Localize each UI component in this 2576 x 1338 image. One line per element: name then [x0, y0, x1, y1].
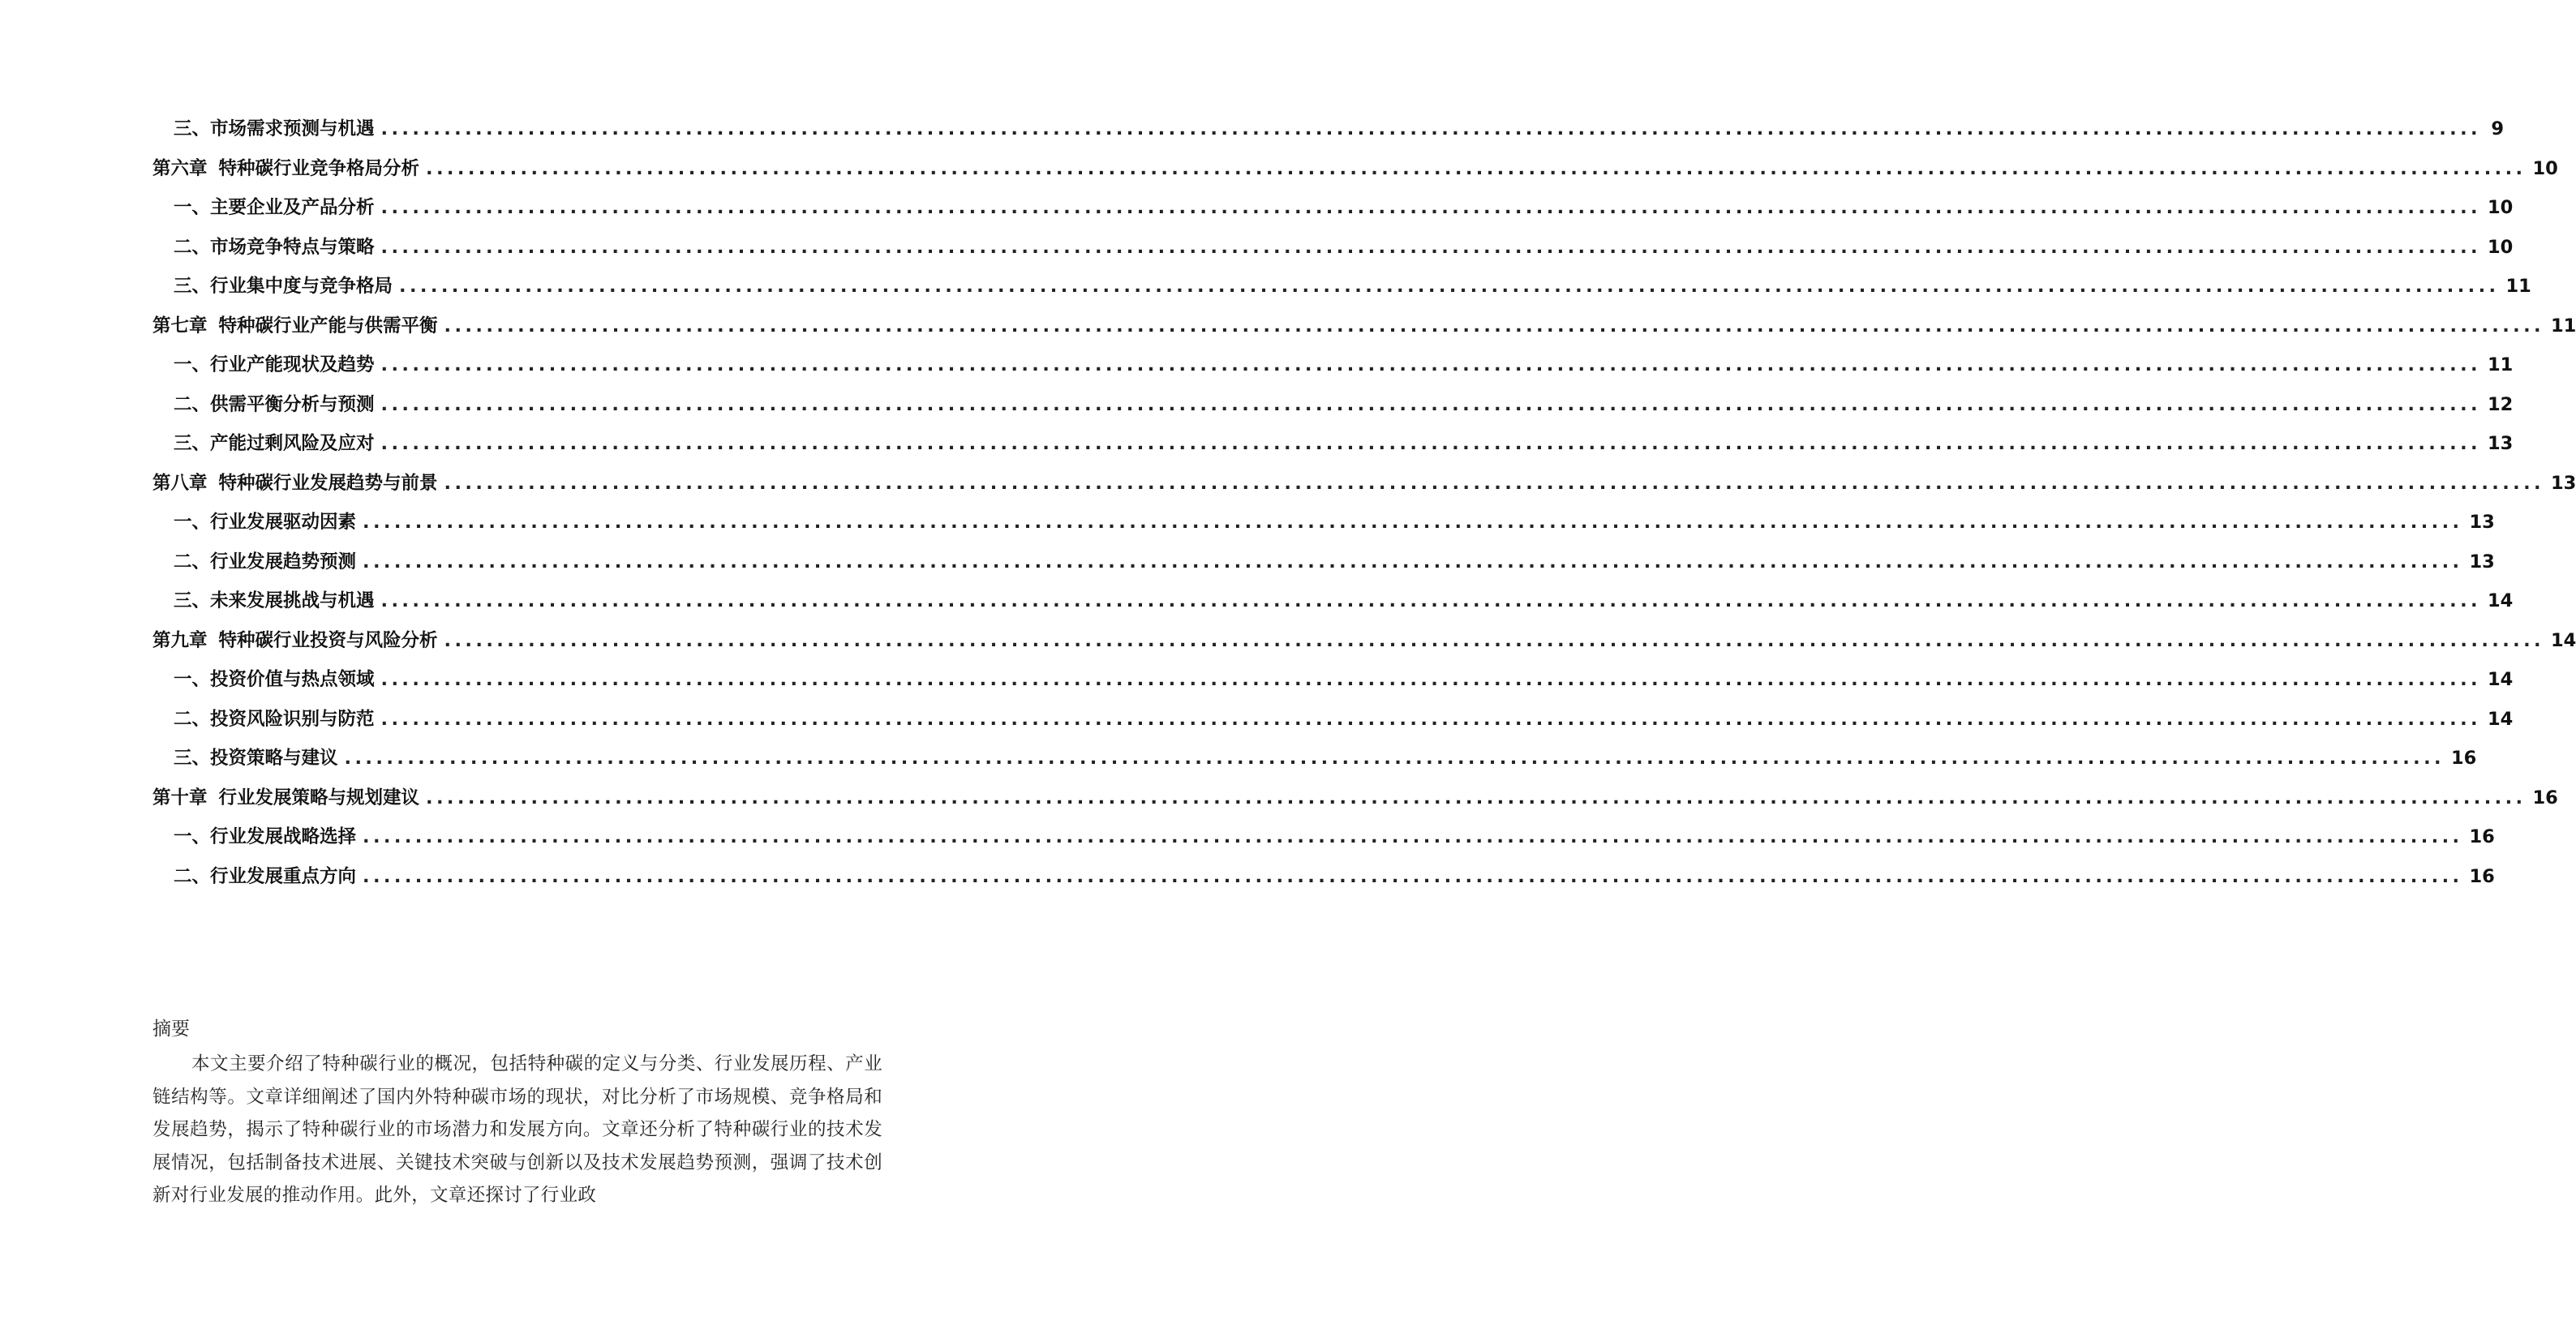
toc-dot-leader: ........................................................................................................................................................................................................	[444, 472, 2545, 494]
toc-dot-leader: ........................................................................................................................................................................................................	[426, 787, 2527, 808]
toc-chapter-entry[interactable]	[152, 156, 2558, 195]
toc-chapter-entry[interactable]	[152, 628, 2576, 667]
toc-page-number: 13	[2469, 551, 2495, 573]
toc-page-number: 14	[2551, 629, 2576, 651]
toc-entry-number: 二、	[174, 708, 211, 730]
table-of-contents	[152, 116, 2576, 903]
toc-dot-leader: ........................................................................................................................................................................................................	[426, 157, 2527, 179]
toc-dot-leader: ........................................................................................................................................................................................................	[363, 551, 2463, 573]
toc-section-entry[interactable]	[152, 352, 2514, 392]
toc-entry-number: 三、	[174, 748, 211, 769]
toc-dot-leader: ........................................................................................................................................................................................................	[363, 865, 2463, 887]
toc-page-number: 10	[2532, 157, 2558, 179]
toc-page-number: 14	[2488, 708, 2514, 730]
toc-entry-title: 特种碳行业投资与风险分析	[218, 629, 438, 651]
toc-page-number: 10	[2488, 236, 2514, 258]
toc-entry-title: 特种碳行业竞争格局分析	[218, 157, 420, 179]
toc-dot-leader: ........................................................................................................................................................................................................	[380, 236, 2482, 258]
toc-dot-leader: ........................................................................................................................................................................................................	[399, 276, 2500, 297]
toc-section-entry[interactable]	[152, 273, 2531, 313]
toc-entry-title: 投资策略与建议	[210, 748, 338, 769]
toc-page-number: 16	[2469, 865, 2495, 887]
toc-page-number: 12	[2488, 393, 2514, 415]
toc-dot-leader: ........................................................................................................................................................................................................	[380, 118, 2482, 139]
toc-section-entry[interactable]	[152, 667, 2514, 706]
toc-entry-number: 一、	[174, 354, 211, 375]
toc-section-entry[interactable]	[152, 234, 2514, 274]
toc-entry-number: 二、	[174, 865, 211, 887]
toc-page-number: 13	[2488, 433, 2514, 454]
toc-entry-title: 产能过剩风险及应对	[210, 433, 375, 454]
toc-section-entry[interactable]	[152, 745, 2477, 785]
toc-page-number: 11	[2551, 315, 2576, 337]
toc-entry-number: 第八章	[152, 472, 208, 494]
toc-page-number: 10	[2488, 197, 2514, 218]
toc-page-number: 16	[2451, 748, 2477, 769]
toc-entry-number: 二、	[174, 551, 211, 573]
toc-entry-number: 第七章	[152, 315, 208, 337]
toc-section-entry[interactable]	[152, 824, 2495, 864]
toc-section-entry[interactable]	[152, 549, 2495, 589]
toc-entry-title: 行业发展重点方向	[210, 865, 357, 887]
toc-page-number: 13	[2469, 512, 2495, 533]
toc-entry-title: 行业发展趋势预测	[210, 551, 357, 573]
toc-entry-number: 三、	[174, 118, 211, 139]
toc-section-entry[interactable]	[152, 588, 2514, 628]
toc-page-number: 16	[2469, 826, 2495, 847]
toc-entry-number: 第六章	[152, 157, 208, 179]
toc-dot-leader: ........................................................................................................................................................................................................	[363, 826, 2463, 847]
toc-page-number: 13	[2551, 472, 2576, 494]
toc-dot-leader: ........................................................................................................................................................................................................	[380, 354, 2482, 375]
toc-entry-title: 行业发展驱动因素	[210, 512, 357, 533]
toc-dot-leader: ........................................................................................................................................................................................................	[363, 512, 2463, 533]
toc-entry-title: 行业发展策略与规划建议	[218, 787, 420, 808]
toc-page-number: 14	[2488, 590, 2514, 611]
toc-entry-title: 行业产能现状及趋势	[210, 354, 375, 375]
toc-dot-leader: ........................................................................................................................................................................................................	[444, 315, 2545, 337]
toc-entry-number: 第十章	[152, 787, 208, 808]
toc-entry-title: 主要企业及产品分析	[210, 197, 375, 218]
toc-entry-number: 三、	[174, 433, 211, 454]
toc-dot-leader: ........................................................................................................................................................................................................	[380, 590, 2482, 611]
toc-entry-number: 三、	[174, 276, 211, 297]
toc-entry-number: 一、	[174, 197, 211, 218]
toc-entry-title: 未来发展挑战与机遇	[210, 590, 375, 611]
toc-entry-title: 投资价值与热点领域	[210, 669, 375, 690]
abstract-heading: 摘要	[152, 1019, 190, 1040]
toc-entry-number: 一、	[174, 512, 211, 533]
toc-dot-leader: ........................................................................................................................................................................................................	[380, 669, 2482, 690]
toc-entry-number: 三、	[174, 590, 211, 611]
toc-section-entry[interactable]	[152, 431, 2514, 470]
abstract-section	[152, 1015, 882, 1212]
toc-entry-number: 一、	[174, 826, 211, 847]
toc-chapter-entry[interactable]	[152, 313, 2576, 353]
toc-entry-number: 二、	[174, 393, 211, 415]
toc-entry-title: 特种碳行业产能与供需平衡	[218, 315, 438, 337]
abstract-body: 本文主要介绍了特种碳行业的概况，包括特种碳的定义与分类、行业发展历程、产业链结构等。文章详细阐述了国内外特种碳市场的现状，对比分析了市场规模、竞争格局和发展趋势，揭示了特种碳行业的市场潜力和发展方向。文章还分析了特种碳行业的技术发展情况，包括制备技术进展、关键技术突破与创新以及技术发展趋势预测，强调了技术创新对行业发展的推动作用。此外，文章还探讨了行业政	[152, 1053, 882, 1206]
toc-dot-leader: ........................................................................................................................................................................................................	[380, 197, 2482, 218]
toc-dot-leader: ........................................................................................................................................................................................................	[380, 393, 2482, 415]
toc-entry-title: 行业集中度与竞争格局	[210, 276, 393, 297]
toc-section-entry[interactable]	[152, 392, 2514, 431]
toc-chapter-entry[interactable]	[152, 785, 2558, 825]
toc-dot-leader: ........................................................................................................................................................................................................	[444, 629, 2545, 651]
toc-entry-title: 特种碳行业发展趋势与前景	[218, 472, 438, 494]
toc-page-number: 14	[2488, 669, 2514, 690]
toc-entry-number: 一、	[174, 669, 211, 690]
toc-dot-leader: ........................................................................................................................................................................................................	[344, 748, 2445, 769]
toc-entry-title: 市场需求预测与机遇	[210, 118, 375, 139]
toc-entry-title: 市场竞争特点与策略	[210, 236, 375, 258]
toc-section-entry[interactable]	[152, 116, 2505, 156]
toc-dot-leader: ........................................................................................................................................................................................................	[380, 708, 2482, 730]
toc-chapter-entry[interactable]	[152, 470, 2576, 510]
toc-page-number: 11	[2505, 276, 2531, 297]
toc-entry-title: 供需平衡分析与预测	[210, 393, 375, 415]
toc-page-number: 11	[2488, 354, 2514, 375]
toc-section-entry[interactable]	[152, 509, 2495, 549]
toc-entry-title: 投资风险识别与防范	[210, 708, 375, 730]
toc-entry-number: 二、	[174, 236, 211, 258]
toc-section-entry[interactable]	[152, 864, 2495, 903]
toc-dot-leader: ........................................................................................................................................................................................................	[380, 433, 2482, 454]
toc-page-number: 9	[2491, 118, 2505, 139]
toc-page-number: 16	[2532, 787, 2558, 808]
toc-entry-title: 行业发展战略选择	[210, 826, 357, 847]
toc-section-entry[interactable]	[152, 706, 2514, 746]
toc-entry-number: 第九章	[152, 629, 208, 651]
toc-section-entry[interactable]	[152, 195, 2514, 234]
